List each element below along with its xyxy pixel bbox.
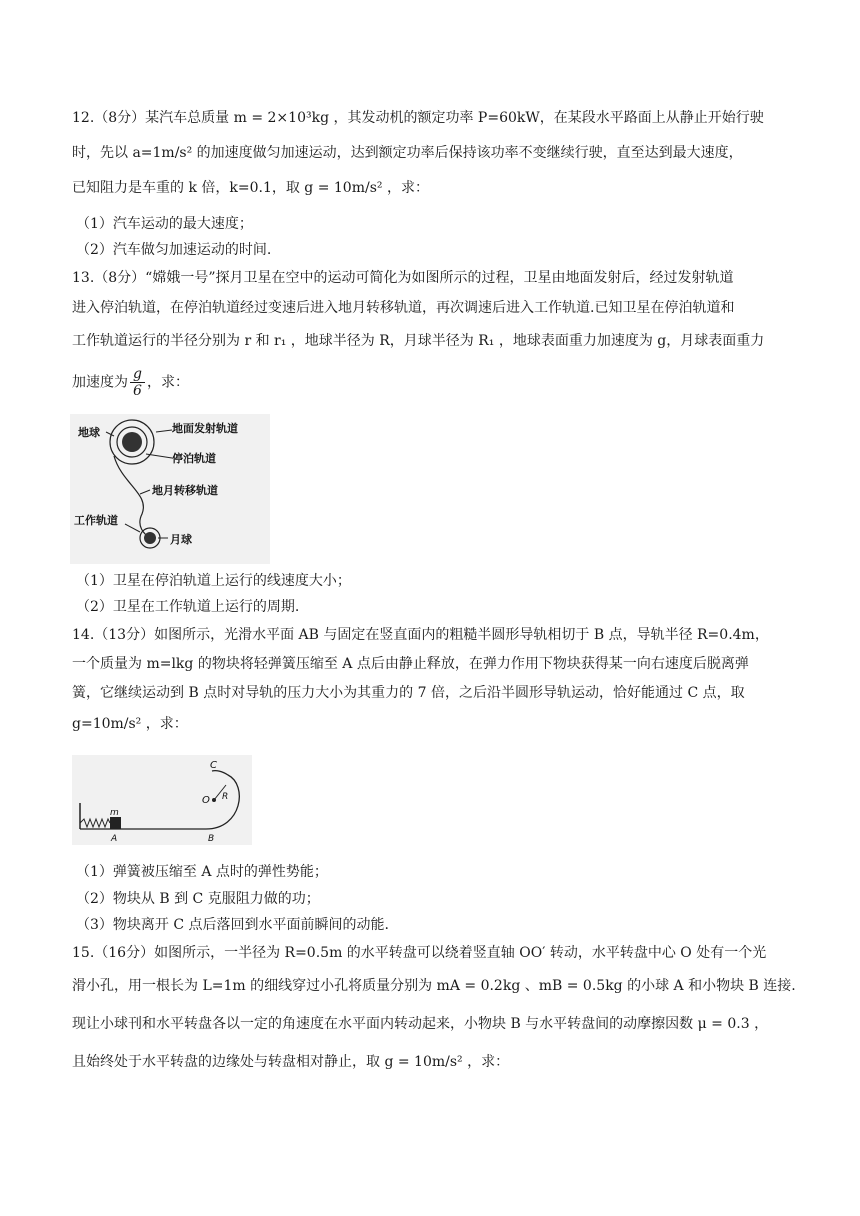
- point-a-label: A: [111, 834, 118, 844]
- parking-orbit-label: 停泊轨道: [172, 452, 216, 465]
- moon-label: 月球: [170, 533, 192, 546]
- q13-line-1: 13.（8分）“嫦娥一号”探月卫星在空中的运动可简化为如图所示的过程，卫星由地面发射后，经过发射轨道: [72, 270, 734, 286]
- mass-m-label: m: [110, 808, 119, 818]
- q12-subquestion-1: （1）汽车运动的最大速度；: [76, 216, 253, 232]
- semicircle-track-figure: [72, 755, 252, 845]
- q12-line-2: 时，先以 a=1m/s² 的加速度做匀加速运动，达到额定功率后保持该功率不变继续行驶，直至达到最大速度，: [72, 145, 743, 161]
- q15-line-1: 15.（16分）如图所示，一半径为 R=0.5m 的水平转盘可以绕着竖直轴 OO′ 转动，水平转盘中心 O 处有一个光: [72, 945, 767, 961]
- q12-line-1: 12.（8分）某汽车总质量 m = 2×10³kg ，其发动机的额定功率 P=60kW，在某段水平路面上从静止开始行驶: [72, 110, 764, 126]
- q13-line-4-suffix: ，求：: [146, 374, 189, 391]
- fraction-denominator: 6: [133, 383, 142, 399]
- q13-line-2: 进入停泊轨道，在停泊轨道经过变速后进入地月转移轨道，再次调速后进入工作轨道.已知卫星在停泊轨道和: [72, 300, 735, 316]
- moon-disc: [144, 532, 156, 544]
- q13-subquestion-2: （2）卫星在工作轨道上运行的周期.: [76, 599, 300, 615]
- q14-line-1: 14.（13分）如图所示，光滑水平面 AB 与固定在竖直面内的粗糙半圆形导轨相切于 B 点，导轨半径 R=0.4m，: [72, 627, 769, 643]
- g-over-6-fraction: [130, 366, 145, 399]
- work-orbit-label: 工作轨道: [74, 514, 118, 527]
- q14-line-2: 一个质量为 m=lkg 的物块将轻弹簧压缩至 A 点后由静止释放，在弹力作用下物块获得某一向右速度后脱离弹: [72, 656, 749, 672]
- q12-line-3: 已知阻力是车重的 k 倍，k=0.1，取 g = 10m/s² ，求：: [72, 180, 429, 196]
- q12-subquestion-2: （2）汽车做匀加速运动的时间.: [76, 242, 272, 258]
- q14-subquestion-3: （3）物块离开 C 点后落回到水平面前瞬间的动能.: [76, 917, 389, 933]
- q13-line-4-prefix: 加速度为: [72, 374, 128, 391]
- earth-label: 地球: [78, 426, 100, 439]
- q15-line-3: 现让小球刊和水平转盘各以一定的角速度在水平面内转动起来，小物块 B 与水平转盘间的动摩擦因数 μ = 0.3 ，: [72, 1016, 769, 1032]
- point-c-label: C: [210, 760, 217, 771]
- point-o-label: O: [202, 795, 210, 806]
- transfer-orbit-label: 地月转移轨道: [152, 484, 218, 497]
- q13-line-4: [72, 366, 189, 399]
- q13-subquestion-1: （1）卫星在停泊轨道上运行的线速度大小；: [76, 573, 351, 589]
- q14-line-3: 簧，它继续运动到 B 点时对导轨的压力大小为其重力的 7 倍，之后沿半圆形导轨运动，恰好能通过 C 点，取: [72, 685, 745, 701]
- q14-subquestion-1: （1）弹簧被压缩至 A 点时的弹性势能；: [76, 864, 328, 880]
- q14-line-4: g=10m/s² ，求：: [72, 716, 188, 732]
- satellite-orbit-figure: [70, 414, 270, 564]
- point-b-label: B: [208, 834, 215, 844]
- fraction-numerator: g: [130, 366, 145, 383]
- earth-disc: [122, 432, 142, 452]
- radius-r-label: R: [222, 792, 229, 802]
- q13-line-3: 工作轨道运行的半径分别为 r 和 r₁ ，地球半径为 R，月球半径为 R₁ ，地球表面重力加速度为 g，月球表面重力: [72, 333, 765, 349]
- q15-line-4: 且始终处于水平转盘的边缘处与转盘相对静止，取 g = 10m/s² ，求：: [72, 1054, 510, 1070]
- launch-orbit-label: 地面发射轨道: [172, 422, 238, 435]
- q14-subquestion-2: （2）物块从 B 到 C 克服阻力做的功；: [76, 891, 320, 907]
- block: [110, 817, 121, 829]
- q15-line-2: 滑小孔，用一根长为 L=1m 的细线穿过小孔将质量分别为 mA = 0.2kg 、mB = 0.5kg 的小球 A 和小物块 B 连接.: [72, 978, 796, 994]
